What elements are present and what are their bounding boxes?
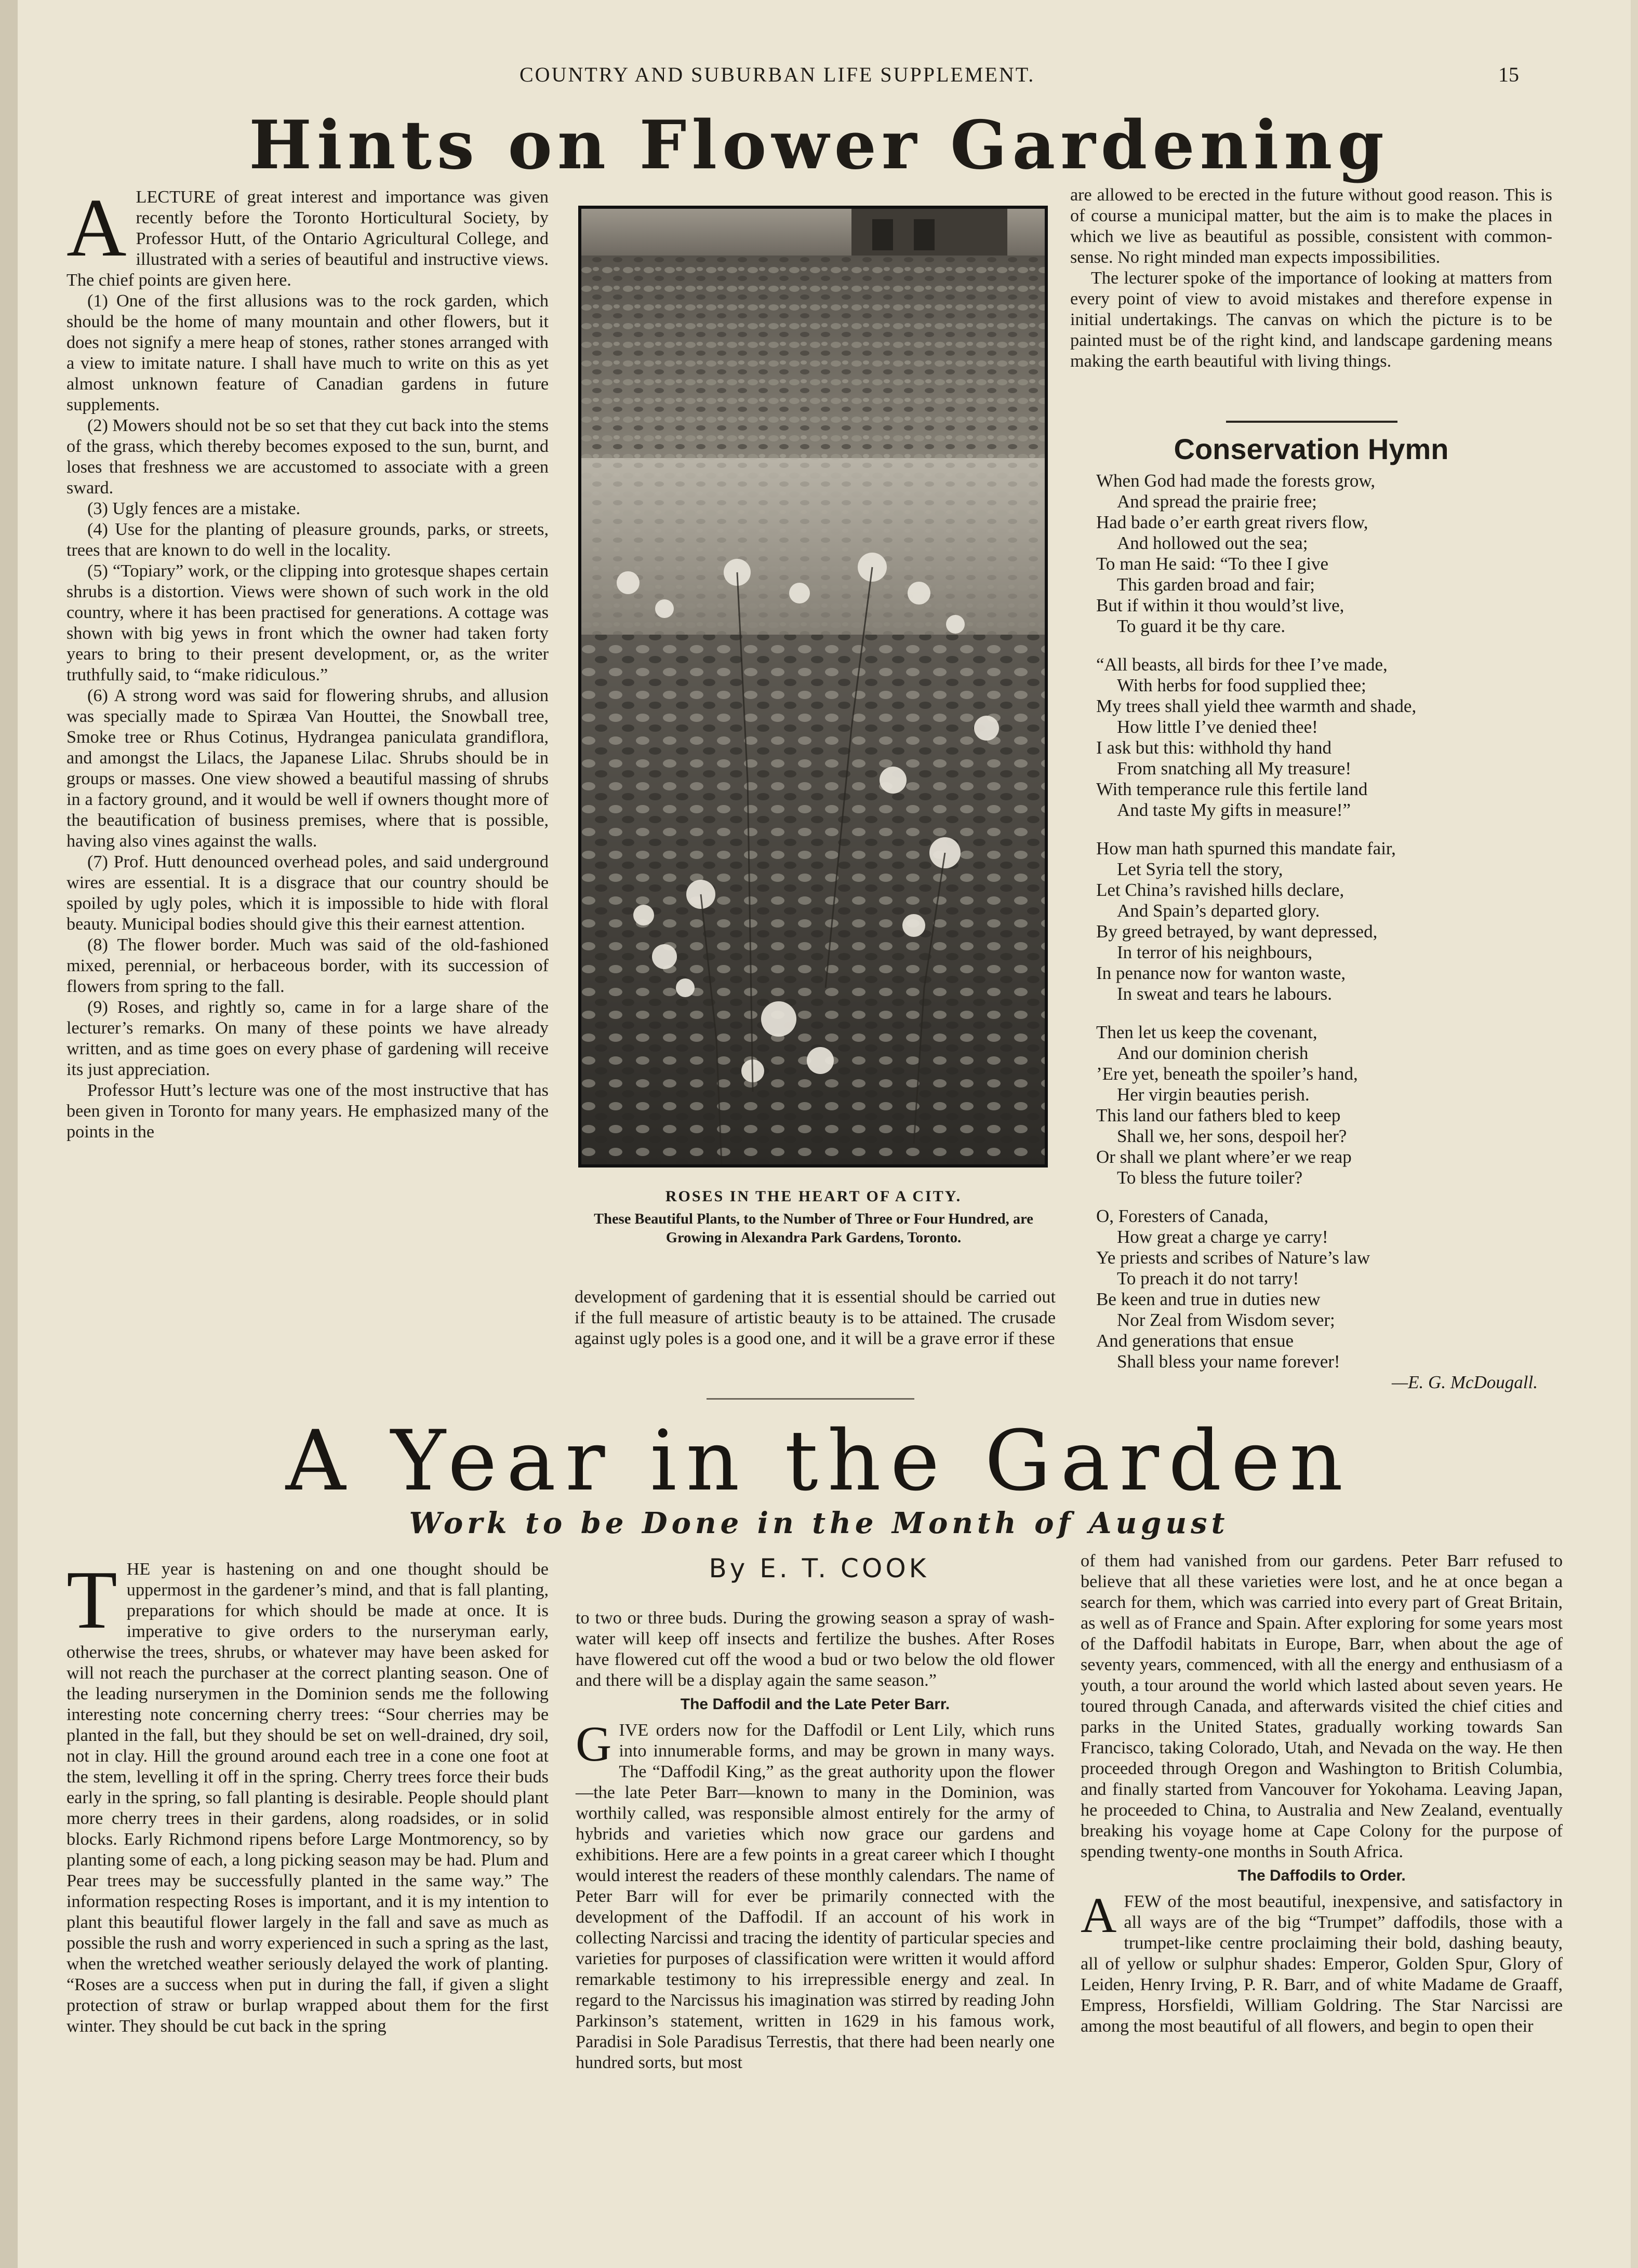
- poem-line: Shall bless your name forever!: [1117, 1351, 1340, 1372]
- poem-title: Conservation Hymn: [1174, 433, 1449, 465]
- paragraph: FEW of the most beautiful, inexpensive, and satisfactory in all ways are of the big “Trumpet” daffodils, those with a trumpet-like centre proclaiming their bold, dashing beauty, all of yellow or sulphur shades: Emperor, Golden Spur, Glory of Leiden, Henry Irving, P. R. Barr, and of white Madame de Graaff, Empress, Horsfieldi, William Goldring. The Star Narcissi are among the most beautiful of all flowers, and begin to open their: [1081, 1892, 1563, 2036]
- poem-line: Shall we, her sons, despoil her?: [1117, 1126, 1347, 1146]
- paragraph: (4) Use for the planting of pleasure grounds, parks, or streets, trees that are known to do well in the locality.: [66, 520, 549, 560]
- running-head: [0, 62, 1638, 99]
- poem: [1096, 471, 1564, 1393]
- page-edge: [0, 0, 18, 2268]
- stanza: [1096, 1022, 1564, 1188]
- caption-text: These Beautiful Plants, to the Number of Three or Four Hundred, are Growing in Alexandra Park Gardens, Toronto.: [594, 1211, 1033, 1246]
- paragraph: are allowed to be erected in the future without good reason. This is of course a municipal matter, but the aim is to make the places in which we live as beautiful as possible, consistent with common-sense. No right minded man expects impossibilities.: [1070, 185, 1552, 267]
- paragraph: (6) A strong word was said for flowering shrubs, and allusion was specially made to Spiræa Van Houttei, the Snowball tree, Smoke tree or Rhus Cotinus, Hydrangea paniculata grandiflora, and amongst the Lilacs, the Japanese Lilac. Shrubs should be in groups or masses. One view showed a beautiful massing of shrubs in a factory ground, and it would be well if owners thought more of the beautification of business premises, where that is possible, having also vines against the walls.: [66, 686, 549, 851]
- photograph-image: [581, 209, 1045, 1164]
- poem-line: To preach it do not tarry!: [1117, 1268, 1299, 1289]
- poem-line: Let Syria tell the story,: [1117, 859, 1283, 879]
- paragraph: HE year is hastening on and one thought should be uppermost in the gardener’s mind, and that is fall planting, preparations for which should be made at once. It is imperative to give orders to the nurseryman early, otherwise the trees, shrubs, or whatever may have been asked for will not reach the purchaser at the correct planting season. One of the leading nurserymen in the Dominion sends me the following interesting note concerning cherry trees: “Sour cherries may be planted in the fall, but they should be set on well-drained, dry soil, not in clay. Hill the ground around each tree in a cone one foot at the stem, levelling it off in the spring. Cherry trees force their buds early in the spring, so fall planting is desirable. People should plant more cherry trees in their gardens, along roadsides, or in solid blocks. Early Richmond ripens before Large Montmorency, so by planting some of each, a long picking season may be had. Plum and Pear trees may be successfully planted in the same way.” The information respecting Roses is important, and it is my intention to plant this beautiful flower largely in the fall and save as much as possible the rush and worry experienced in such a spring as the last, when the wretched weather seriously delayed the work of planting. “Roses are a success when put in during the fall, if given a slight protection of straw or burlap wrapped about them for the first winter. They should be cut back in the spring: [66, 1560, 549, 2036]
- poem-line: And hollowed out the sea;: [1117, 533, 1308, 553]
- paragraph: Professor Hutt’s lecture was one of the most instructive that has been given in Toronto for many years. He emphasized many of the points in the: [66, 1081, 549, 1142]
- drop-cap: A: [1081, 1887, 1117, 1943]
- article-headline: A Year in the Garden: [285, 1412, 1353, 1509]
- poem-line: Or shall we plant where’er we reap: [1096, 1147, 1352, 1167]
- section-subheading: The Daffodils to Order.: [1237, 1867, 1406, 1884]
- article-headline: Hints on Flower Gardening: [249, 106, 1389, 184]
- poem-line: Then let us keep the covenant,: [1096, 1022, 1317, 1042]
- section-rule: [1226, 421, 1397, 423]
- poem-line: Be keen and true in duties new: [1096, 1289, 1321, 1309]
- poem-line: I ask but this: withhold thy hand: [1096, 737, 1332, 758]
- paragraph: (8) The flower border. Much was said of the old-fashioned mixed, perennial, or herbaceous border, with its succession of flowers from spring to the fall.: [66, 935, 549, 996]
- poem-line: To bless the future toiler?: [1117, 1167, 1303, 1188]
- photo-caption: [571, 1186, 1056, 1247]
- poem-line: O, Foresters of Canada,: [1096, 1206, 1269, 1226]
- running-head-title: COUNTRY AND SUBURBAN LIFE SUPPLEMENT.: [520, 63, 1035, 86]
- poem-line: And taste My gifts in measure!”: [1117, 800, 1351, 820]
- roses-photograph: [578, 206, 1048, 1167]
- article1-column-3: [1070, 185, 1552, 372]
- paragraph: (5) “Topiary” work, or the clipping into grotesque shapes certain shrubs is a distortion. Views were shown of such work in the old country, where it has been practised for generations. A cottage was shown with big yews in front which the owner had taken forty years to bring to their present development, or, as the writer truthfully said, to “make ridiculous.”: [66, 561, 549, 685]
- article-subtitle: Work to be Done in the Month of August: [409, 1506, 1229, 1540]
- poem-line: With herbs for food supplied thee;: [1117, 675, 1366, 695]
- poem-line: Let China’s ravished hills declare,: [1096, 880, 1344, 900]
- article1-column-2: [575, 1287, 1056, 1349]
- poem-line: ’Ere yet, beneath the spoiler’s hand,: [1096, 1064, 1358, 1084]
- poem-line: And spread the prairie free;: [1117, 491, 1317, 512]
- paragraph: to two or three buds. During the growing season a spray of wash-water will keep off insects and fertilize the bushes. After Roses have flowered cut off the wood a bud or two below the old flower and there will be a display again the same season.”: [576, 1608, 1055, 1690]
- poem-line: And generations that ensue: [1096, 1331, 1294, 1351]
- poem-line: And Spain’s departed glory.: [1117, 901, 1320, 921]
- poem-line: How man hath spurned this mandate fair,: [1096, 838, 1396, 858]
- drop-cap: T: [66, 1553, 117, 1646]
- poem-line: By greed betrayed, by want depressed,: [1096, 921, 1378, 942]
- article2-column-3: [1081, 1551, 1563, 2037]
- paragraph: (2) Mowers should not be so set that they cut back into the stems of the grass, which thereby becomes exposed to the sun, burnt, and loses that freshness we are accustomed to associate with a green sward.: [66, 416, 549, 498]
- page-edge: [1631, 0, 1638, 2268]
- poem-line: My trees shall yield thee warmth and shade,: [1096, 696, 1417, 716]
- poem-line: Nor Zeal from Wisdom sever;: [1117, 1310, 1335, 1330]
- poem-line: How little I’ve denied thee!: [1117, 717, 1318, 737]
- paragraph: The lecturer spoke of the importance of looking at matters from every point of view to avoid mistakes and therefore expense in initial undertakings. The canvas on which the picture is to be painted must be of the right kind, and landscape gardening means making the earth beautiful with living things.: [1070, 269, 1552, 371]
- section-rule: [707, 1398, 914, 1400]
- poem-line: Ye priests and scribes of Nature’s law: [1096, 1247, 1370, 1268]
- paragraph: (3) Ugly fences are a mistake.: [87, 499, 301, 518]
- paragraph: of them had vanished from our gardens. Peter Barr refused to believe that all these varieties were lost, and he at once began a search for them, which was carried into every part of Great Britain, as well as of France and Spain. After exploring for some years most of the Daffodil habitats in Europe, Barr, when about the age of seventy years, commenced, with all the energy and enthusiasm of a youth, a tour around the world which lasted about seven years. He toured through Canada, and afterwards visited the chief cities and parks in the United States, gradually working towards San Francisco, taking Colorado, Utah, and Nevada on the way. He then proceeded through Oregon and Washington to British Columbia, and finally started from Vancouver for Yokohama. Leaving Japan, he proceeded to China, to Australia and New Zealand, eventually breaking his voyage home at Cape Colony for the purpose of spending twenty-one months in South Africa.: [1081, 1551, 1563, 1861]
- paragraph: LECTURE of great interest and importance was given recently before the Toronto Horticultural Society, by Professor Hutt, of the Ontario Agricultural College, and illustrated with a series of beautiful and instructive views. The chief points are given here.: [66, 187, 549, 290]
- poem-line: With temperance rule this fertile land: [1096, 779, 1368, 799]
- poem-line: To man He said: “To thee I give: [1096, 554, 1329, 574]
- paragraph: (1) One of the first allusions was to the rock garden, which should be the home of many mountain and other flowers, but it does not signify a mere heap of stones, rather stones arranged with a view to imitate nature. I shall have much to write on this as yet almost unknown feature of Canadian gardens in future supplements.: [66, 291, 549, 414]
- byline: By E. T. COOK: [709, 1553, 929, 1583]
- poem-line: “All beasts, all birds for thee I’ve made,: [1096, 654, 1388, 675]
- poem-line: This garden broad and fair;: [1117, 574, 1315, 595]
- stanza: [1096, 471, 1564, 637]
- poem-line: Had bade o’er earth great rivers flow,: [1096, 512, 1368, 532]
- caption-title: ROSES IN THE HEART OF A CITY.: [665, 1188, 962, 1205]
- poem-signature: —E. G. McDougall.: [1392, 1372, 1538, 1392]
- poem-line: But if within it thou would’st live,: [1096, 595, 1344, 615]
- drop-cap: A: [66, 181, 127, 274]
- stanza: [1096, 838, 1564, 1004]
- paragraph: development of gardening that it is essential should be carried out if the full measure of artistic beauty is to be attained. The crusade against ugly poles is a good one, and it will be a grave error if these: [575, 1287, 1056, 1348]
- stanza: [1096, 654, 1564, 821]
- poem-line: In penance now for wanton waste,: [1096, 963, 1346, 983]
- article2-column-1: [66, 1553, 549, 2037]
- poem-line: To guard it be thy care.: [1117, 616, 1286, 636]
- poem-line: From snatching all My treasure!: [1117, 758, 1352, 779]
- section-subheading: The Daffodil and the Late Peter Barr.: [680, 1696, 950, 1713]
- stanza: [1096, 1206, 1564, 1372]
- paragraph: (7) Prof. Hutt denounced overhead poles, and said underground wires are essential. It is a disgrace that our country should be spoiled by ugly poles, which it is impossible to hide with floral beauty. Municipal bodies should give this their earnest attention.: [66, 852, 549, 934]
- poem-line: And our dominion cherish: [1117, 1043, 1309, 1063]
- article1-column-1: [66, 181, 549, 1143]
- poem-line: In terror of his neighbours,: [1117, 942, 1313, 962]
- paragraph: IVE orders now for the Daffodil or Lent Lily, which runs into innumerable forms, and may be grown in many ways. The “Daffodil King,” as the great authority upon the flower—the late Peter Barr—known to many in the Dominion, was worthily called, was responsible almost entirely for the army of hybrids and varieties which now grace our gardens and exhibitions. Here are a few points in a great career which I thought would interest the readers of these monthly calendars. The name of Peter Barr will for ever be primarily connected with the development of the Daffodil. If an account of his work in collecting Narcissi and tracing the identity of particular species and varieties for purposes of classification were written it would afford remarkable testimony to his irrepressible energy and zeal. In regard to the Narcissus his imagination was stirred by reading John Parkinson’s statement, written in 1629 in his famous work, Paradisi in Sole Paradisus Terrestis, that there had been nearly one hundred sorts, but most: [576, 1721, 1055, 2072]
- poem-line: Her virgin beauties perish.: [1117, 1084, 1310, 1105]
- poem-line: In sweat and tears he labours.: [1117, 984, 1333, 1004]
- paragraph: (9) Roses, and rightly so, came in for a large share of the lecturer’s remarks. On many of these points we have already written, and as time goes on every phase of gardening will receive its just appreciation.: [66, 998, 549, 1079]
- page-number: 15: [1498, 63, 1519, 86]
- poem-line: How great a charge ye carry!: [1117, 1227, 1328, 1247]
- article2-column-2: [576, 1608, 1055, 2073]
- poem-line: This land our fathers bled to keep: [1096, 1105, 1341, 1125]
- drop-cap: G: [576, 1716, 612, 1772]
- poem-line: When God had made the forests grow,: [1096, 471, 1376, 491]
